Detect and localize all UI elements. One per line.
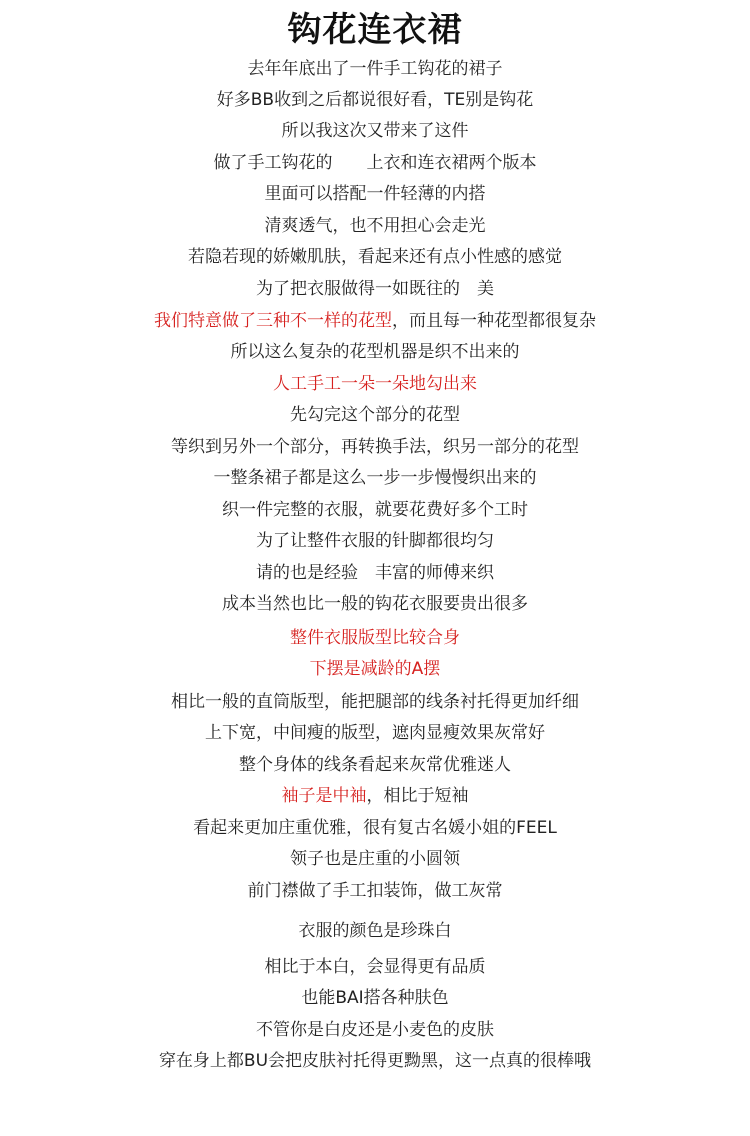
text-line: 相比一般的直筒版型，能把腿部的线条衬托得更加纤细 <box>171 692 579 712</box>
text-line: 所以我这次又带来了这件 <box>281 121 469 141</box>
text-line: 穿在身上都BU会把皮肤衬托得更黝黑，这一点真的很棒哦 <box>158 1051 592 1071</box>
highlight-text: 我们特意做了三种不一样的花型 <box>154 311 392 331</box>
highlight-text: 袖子是中袖 <box>281 786 367 806</box>
text-line: 一整条裙子都是这么一步一步慢慢织出来的 <box>213 468 537 488</box>
text-line: 清爽透气，也不用担心会走光 <box>264 216 486 236</box>
text-line: 领子也是庄重的小圆领 <box>290 849 460 869</box>
page-title: 钩花连衣裙 <box>287 10 463 50</box>
highlight-text-line: 下摆是减龄的A摆 <box>309 659 441 679</box>
text-line: 里面可以搭配一件轻薄的内搭 <box>264 184 486 204</box>
text-line: 衣服的颜色是珍珠白 <box>298 921 452 941</box>
text-line: 成本当然也比一般的钩花衣服要贵出很多 <box>222 594 528 614</box>
text-line: 所以这么复杂的花型机器是织不出来的 <box>230 342 520 362</box>
highlight-text-line: 人工手工一朵一朵地勾出来 <box>273 374 477 394</box>
text-line: 请的也是经验 丰富的师傅来织 <box>256 563 494 583</box>
text-line-highlighted: 我们特意做了三种不一样的花型，而且每一种花型都很复杂 <box>154 311 596 331</box>
text-line: 好多BB收到之后都说很好看，TE别是钩花 <box>216 90 534 110</box>
text-line: 先勾完这个部分的花型 <box>290 405 460 425</box>
text-line: 也能BAI搭各种肤色 <box>301 988 449 1008</box>
text-line-highlighted: 袖子是中袖，相比于短袖 <box>281 786 469 806</box>
text-line: 为了让整件衣服的针脚都很均匀 <box>256 531 494 551</box>
text-line: 等织到另外一个部分，再转换手法，织另一部分的花型 <box>171 437 579 457</box>
text-line: 织一件完整的衣服，就要花费好多个工时 <box>222 500 528 520</box>
text-line: 不管你是白皮还是小麦色的皮肤 <box>256 1020 494 1040</box>
text-line: 上下宽，中间瘦的版型，遮肉显瘦效果灰常好 <box>205 723 545 743</box>
text-line: 前门襟做了手工扣装饰，做工灰常 <box>247 881 503 901</box>
highlight-text-line: 整件衣服版型比较合身 <box>290 628 460 648</box>
text-line: 为了把衣服做得一如既往的 美 <box>256 279 494 299</box>
text-line: 看起来更加庄重优雅，很有复古名媛小姐的FEEL <box>193 818 557 838</box>
text-line: 去年年底出了一件手工钩花的裙子 <box>247 59 503 79</box>
text-line: 若隐若现的娇嫩肌肤，看起来还有点小性感的感觉 <box>188 247 562 267</box>
text-line: 整个身体的线条看起来灰常优雅迷人 <box>239 755 511 775</box>
text-line: 做了手工钩花的 上衣和连衣裙两个版本 <box>213 153 537 173</box>
text-line: 相比于本白，会显得更有品质 <box>264 957 486 977</box>
